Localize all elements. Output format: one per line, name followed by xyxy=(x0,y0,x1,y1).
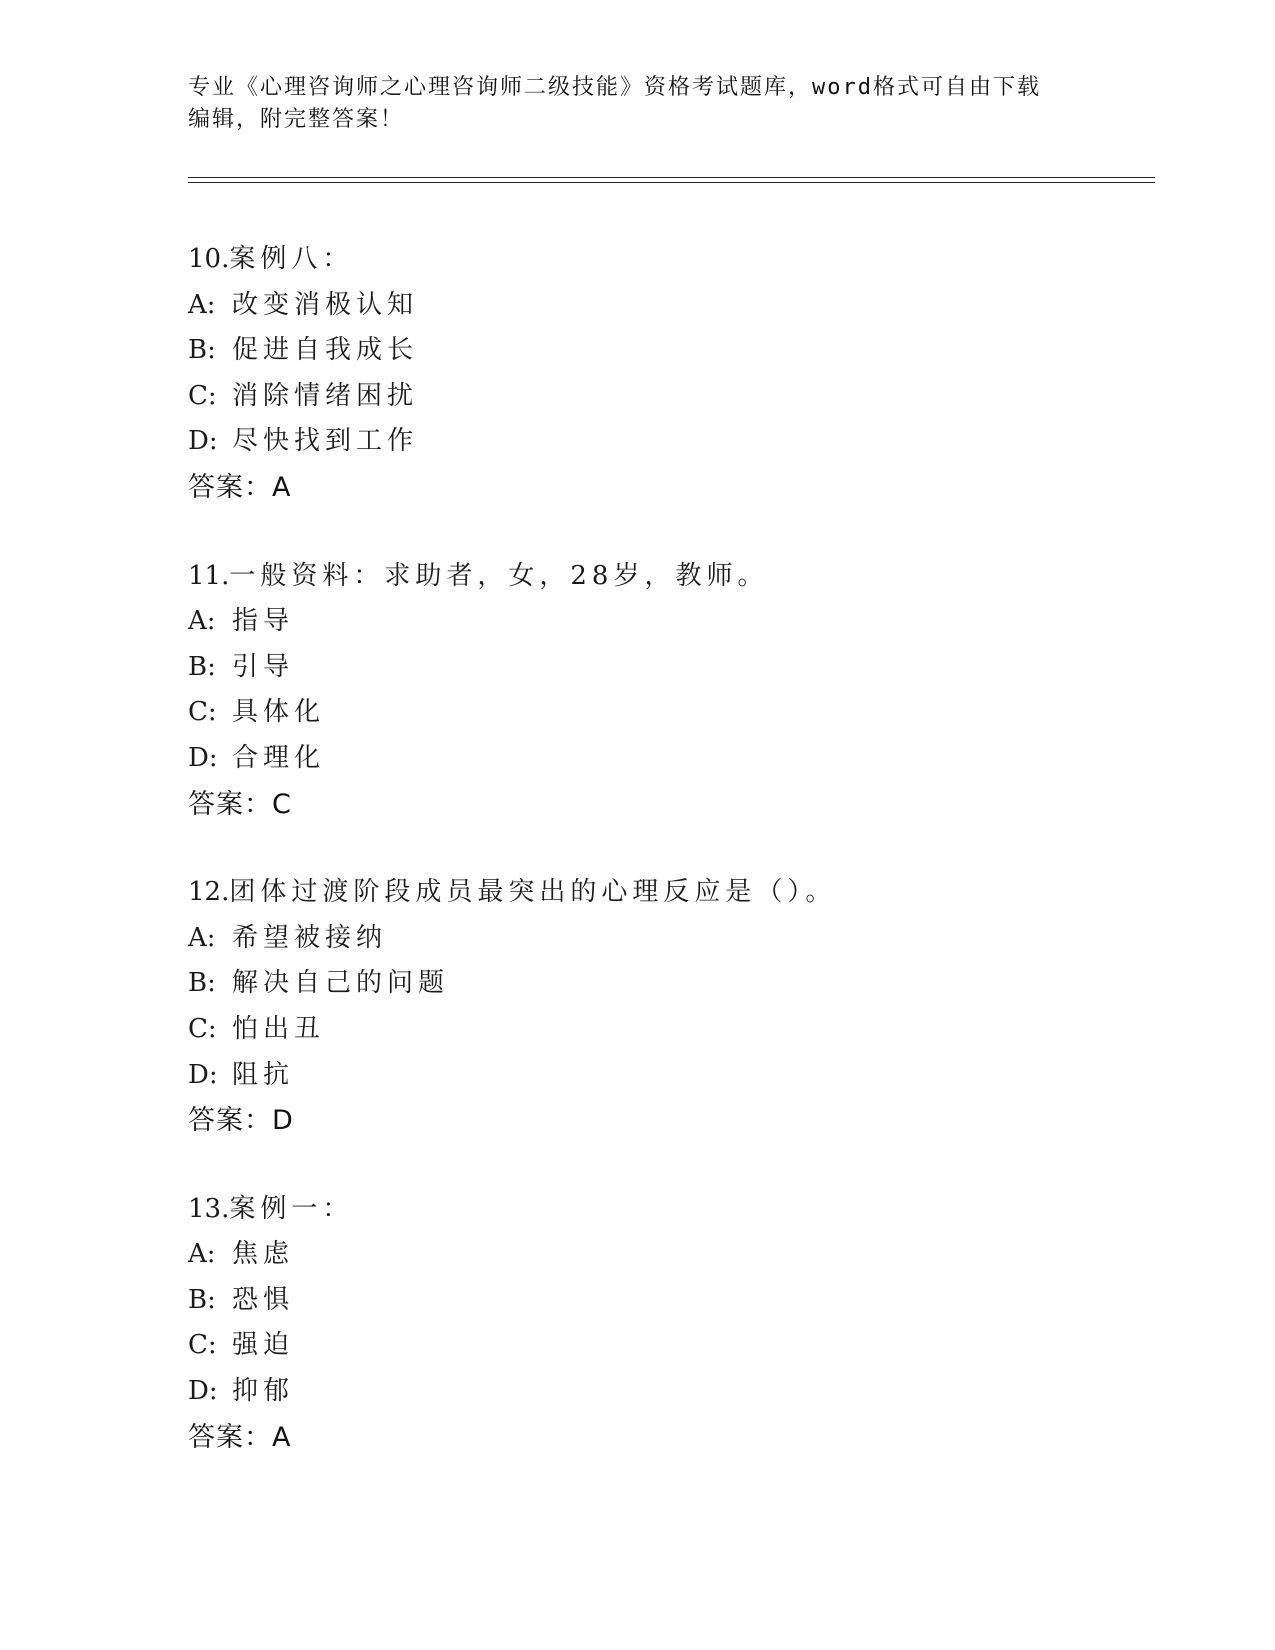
option-d xyxy=(188,419,1155,465)
question-list xyxy=(188,237,1155,1503)
question-stem xyxy=(188,237,1155,283)
option-text: 怕出丑 xyxy=(232,1013,326,1044)
answer: 答案：A xyxy=(188,471,292,503)
option-c xyxy=(188,1323,1155,1369)
option-key: B: xyxy=(188,651,216,682)
option-key: B: xyxy=(188,335,216,366)
question-number: 11. xyxy=(188,560,230,591)
option-b xyxy=(188,961,1155,1007)
question-10 xyxy=(188,237,1155,511)
option-key: C: xyxy=(188,380,217,411)
option-c xyxy=(188,1007,1155,1053)
option-key: A: xyxy=(188,1239,216,1270)
question-number: 12. xyxy=(188,877,230,908)
header-divider-top xyxy=(188,177,1155,178)
option-text: 改变消极认知 xyxy=(232,289,419,320)
option-b xyxy=(188,328,1155,374)
option-b xyxy=(188,1278,1155,1324)
question-text: 一般资料：求助者，女，28岁，教师。 xyxy=(229,560,769,591)
option-text: 希望被接纳 xyxy=(232,922,388,953)
option-text: 具体化 xyxy=(232,697,326,728)
option-d xyxy=(188,1053,1155,1099)
question-text: 案例一： xyxy=(229,1193,354,1224)
option-text: 解决自己的问题 xyxy=(232,968,450,999)
option-b xyxy=(188,645,1155,691)
question-stem xyxy=(188,870,1155,916)
option-a xyxy=(188,1232,1155,1278)
header-divider-bottom xyxy=(188,182,1155,183)
question-text: 案例八： xyxy=(229,244,354,274)
question-text: 团体过渡阶段成员最突出的心理反应是（）。 xyxy=(229,877,837,908)
option-key: D: xyxy=(188,426,218,457)
option-text: 指导 xyxy=(232,606,295,637)
question-number: 13. xyxy=(188,1193,230,1224)
option-key: A: xyxy=(188,289,216,320)
option-key: A: xyxy=(188,922,216,953)
question-stem xyxy=(188,554,1155,600)
option-text: 恐惧 xyxy=(232,1284,295,1315)
option-d xyxy=(188,736,1155,782)
header-line-2: 编辑，附完整答案！ xyxy=(188,107,405,132)
question-13 xyxy=(188,1187,1155,1461)
answer: 答案：D xyxy=(188,1105,294,1137)
answer: 答案：A xyxy=(188,1421,292,1453)
option-text: 阻抗 xyxy=(232,1059,295,1090)
option-text: 促进自我成长 xyxy=(232,335,419,366)
question-stem xyxy=(188,1187,1155,1233)
option-text: 焦虑 xyxy=(232,1239,295,1270)
option-key: B: xyxy=(188,968,216,999)
option-key: D: xyxy=(188,742,218,773)
option-text: 强迫 xyxy=(232,1330,295,1361)
question-12 xyxy=(188,870,1155,1144)
answer: 答案：C xyxy=(188,788,292,820)
option-key: D: xyxy=(188,1376,218,1407)
option-c xyxy=(188,374,1155,420)
document-header xyxy=(188,72,1088,136)
option-c xyxy=(188,690,1155,736)
question-number: 10. xyxy=(188,244,230,274)
option-key: B: xyxy=(188,1284,216,1315)
option-text: 合理化 xyxy=(232,742,326,773)
option-text: 抑郁 xyxy=(232,1376,295,1407)
option-text: 消除情绪困扰 xyxy=(232,380,419,411)
option-a xyxy=(188,283,1155,329)
option-key: C: xyxy=(188,1330,217,1361)
option-text: 尽快找到工作 xyxy=(232,426,419,457)
option-text: 引导 xyxy=(232,651,295,682)
option-a xyxy=(188,599,1155,645)
header-line-1: 专业《心理咨询师之心理咨询师二级技能》资格考试题库，word格式可自由下载 xyxy=(188,75,1041,100)
option-key: C: xyxy=(188,697,217,728)
question-11 xyxy=(188,554,1155,828)
option-key: A: xyxy=(188,606,216,637)
option-a xyxy=(188,916,1155,962)
option-key: D: xyxy=(188,1059,218,1090)
option-d xyxy=(188,1369,1155,1415)
option-key: C: xyxy=(188,1013,217,1044)
